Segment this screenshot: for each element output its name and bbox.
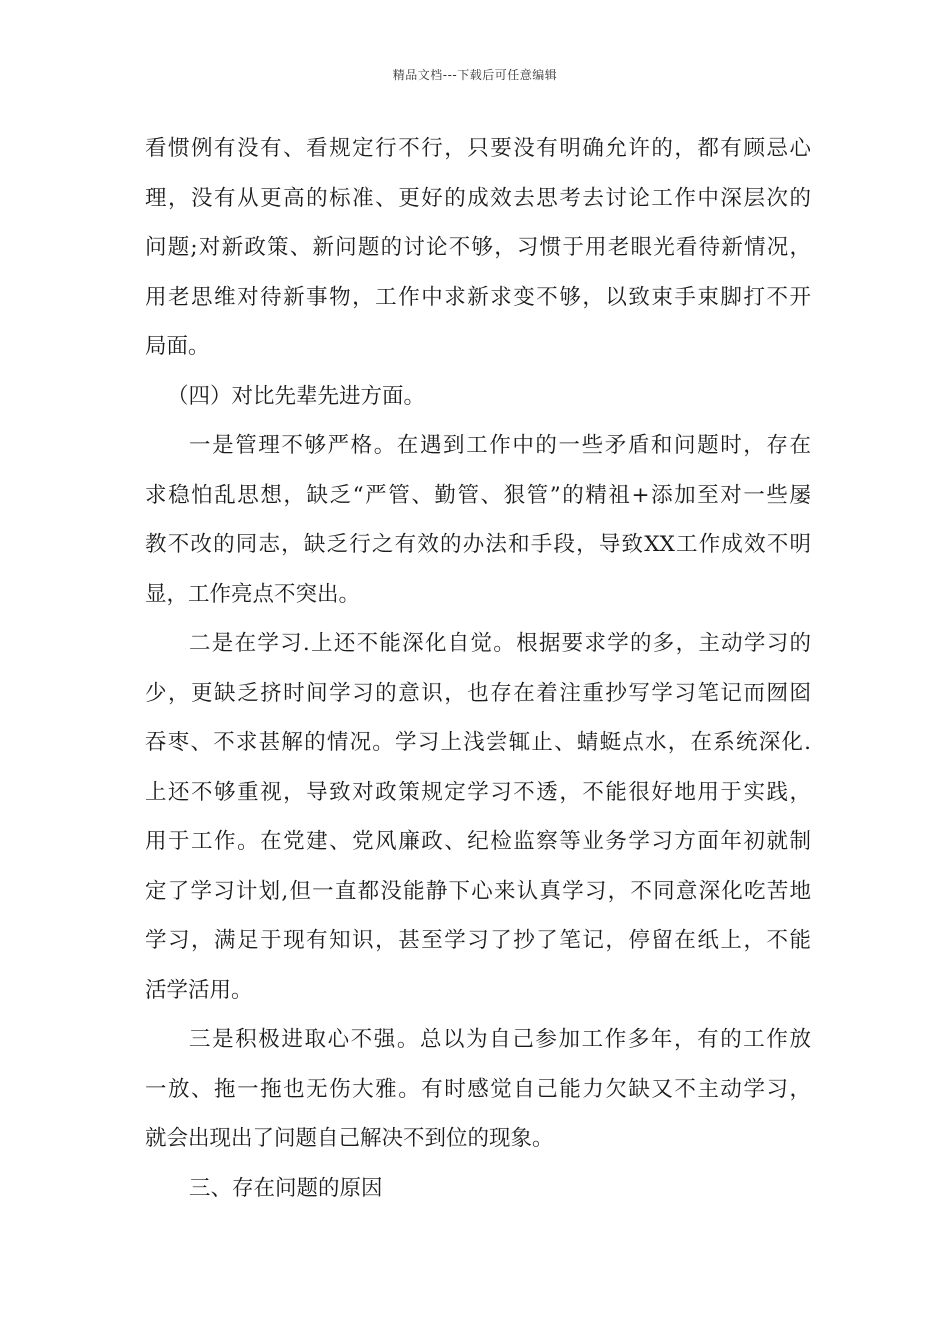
paragraph-3 [145, 619, 811, 1015]
text-line: 用老思维对待新事物，工作中求新求变不够，以致束手束脚打不开 [145, 284, 811, 310]
text-line: 就会出现出了问题自己解决不到位的现象。 [145, 1126, 554, 1151]
page-header: 精品文档---下载后可任意编辑 [392, 68, 558, 82]
text-line: 定了学习计划,但一直都没能静下心来认真学习，不同意深化吃苦地 [145, 878, 811, 904]
text-line: 理，没有从更高的标准、更好的成效去思考去讨论工作中深层次的 [145, 185, 811, 211]
text-line: 一是管理不够严格。在遇到工作中的一些矛盾和问题时，存在 [189, 433, 811, 458]
paragraph-4 [145, 1015, 811, 1164]
section-heading-four [145, 372, 811, 422]
text-line: 学习，满足于现有知识，甚至学习了抄了笔记，停留在纸上，不能 [145, 928, 811, 953]
text-line: 少，更缺乏挤时间学习的意识，也存在着注重抄写学习笔记而囫囵 [145, 680, 811, 706]
text-line: 用于工作。在党建、党风廉政、纪检监察等业务学习方面年初就制 [145, 829, 811, 854]
text-line: 一放、拖一拖也无伤大雅。有时感觉自己能力欠缺又不主动学习， [145, 1076, 811, 1102]
text-line: 看惯例有没有、看规定行不行，只要没有明确允许的，都有顾忌心 [145, 136, 811, 161]
text-line: （四）对比先辈先进方面。 [167, 383, 426, 409]
paragraph-1 [145, 124, 811, 372]
text-line: 显，工作亮点不突出。 [145, 581, 361, 607]
text-line: 三是积极进取心不强。总以为自己参加工作多年，有的工作放 [189, 1027, 811, 1052]
text-line: 二是在学习.上还不能深化自觉。根据要求学的多，主动学习的 [189, 631, 811, 656]
text-line: 活学活用。 [145, 977, 253, 1003]
text-line: 吞枣、不求甚解的情况。学习上浅尝辄止、蜻蜓点水，在系统深化. [145, 730, 811, 755]
text-line: 局面。 [145, 334, 210, 359]
text-line: 上还不够重视，导致对政策规定学习不透，不能很好地用于实践， [145, 779, 811, 805]
text-line: 求稳怕乱思想，缺乏“严管、勤管、狠管”的精祖+添加至对一些屡 [145, 482, 811, 508]
text-line: 问题;对新政策、新问题的讨论不够，习惯于用老眼光看待新情况， [145, 235, 811, 260]
text-line: 三、存在问题的原因 [189, 1175, 383, 1201]
text-line: 教不改的同志，缺乏行之有效的办法和手段，导致XX工作成效不明 [145, 532, 811, 557]
section-heading-three [145, 1164, 811, 1214]
document-body [145, 124, 811, 1213]
paragraph-2 [145, 421, 811, 619]
